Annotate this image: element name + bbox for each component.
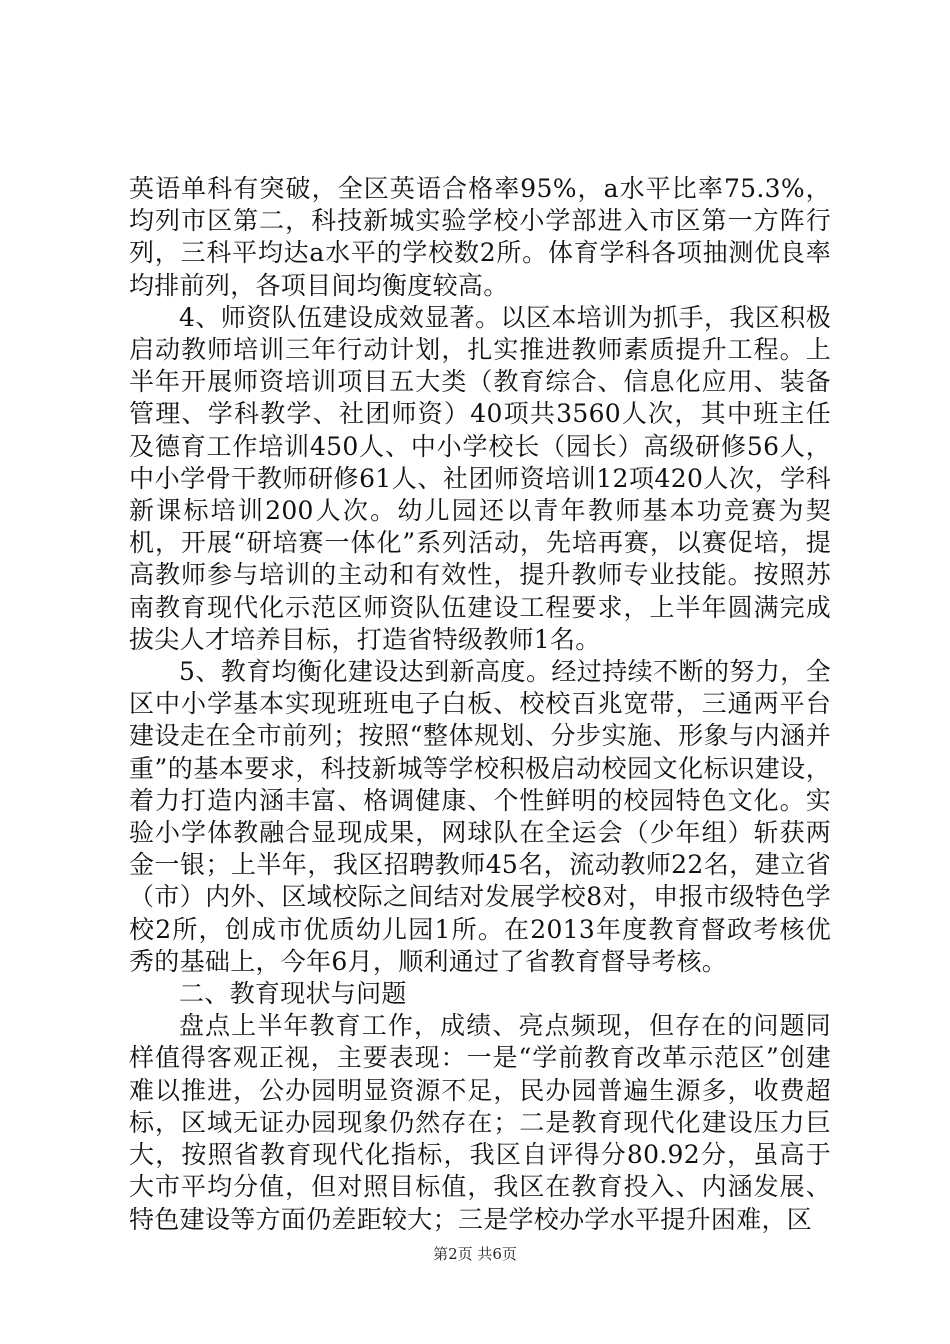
paragraph-3: 5、教育均衡化建设达到新高度。经过持续不断的努力，全区中小学基本实现班班电子白板、校校百兆宽带，三通两平台建设走在全市前列；按照“整体规划、分步实施、形象与内涵并重”的基本要求，科技新城等学校积极启动校园文化标识建设，着力打造内涵丰富、格调健康、个性鲜明的校园特色文化。实验小学体教融合显现成果，网球队在全运会（少年组）斩获两金一银；上半年，我区招聘教师45名，流动教师22名，建立省（市）内外、区域校际之间结对发展学校8对，申报市级特色学校2所，创成市优质幼儿园1所。在2013年度教育督政考核优秀的基础上，今年6月，顺利通过了省教育督导考核。: [129, 657, 831, 976]
page-number-footer: 第2页 共6页: [433, 1245, 517, 1263]
section-heading: 二、教育现状与问题: [179, 979, 407, 1009]
paragraph-1: 英语单科有突破，全区英语合格率95%，a水平比率75.3%，均列市区第二，科技新城实验学校小学部进入市区第一方阵行列，三科平均达a水平的学校数2所。体育学科各项抽测优良率均排前列，各项目间均衡度较高。: [129, 174, 831, 300]
paragraph-4: 盘点上半年教育工作，成绩、亮点频现，但存在的问题同样值得客观正视，主要表现：一是“学前教育改革示范区”创建难以推进，公办园明显资源不足，民办园普遍生源多，收费超标，区域无证办园现象仍然存在；二是教育现代化建设压力巨大，按照省教育现代化指标，我区自评得分80.92分，虽高于大市平均分值，但对照目标值，我区在教育投入、内涵发展、特色建设等方面仍差距较大；三是学校办学水平提升困难，区: [129, 1011, 831, 1234]
document-body: [129, 173, 831, 1236]
paragraph-2: 4、师资队伍建设成效显著。以区本培训为抓手，我区积极启动教师培训三年行动计划，扎实推进教师素质提升工程。上半年开展师资培训项目五大类（教育综合、信息化应用、装备管理、学科教学、社团师资）40项共3560人次，其中班主任及德育工作培训450人、中小学校长（园长）高级研修56人，中小学骨干教师研修61人、社团师资培训12项420人次，学科新课标培训200人次。幼儿园还以青年教师基本功竞赛为契机，开展“研培赛一体化”系列活动，先培再赛，以赛促培，提高教师参与培训的主动和有效性，提升教师专业技能。按照苏南教育现代化示范区师资队伍建设工程要求，上半年圆满完成拔尖人才培养目标，打造省特级教师1名。: [129, 302, 831, 654]
